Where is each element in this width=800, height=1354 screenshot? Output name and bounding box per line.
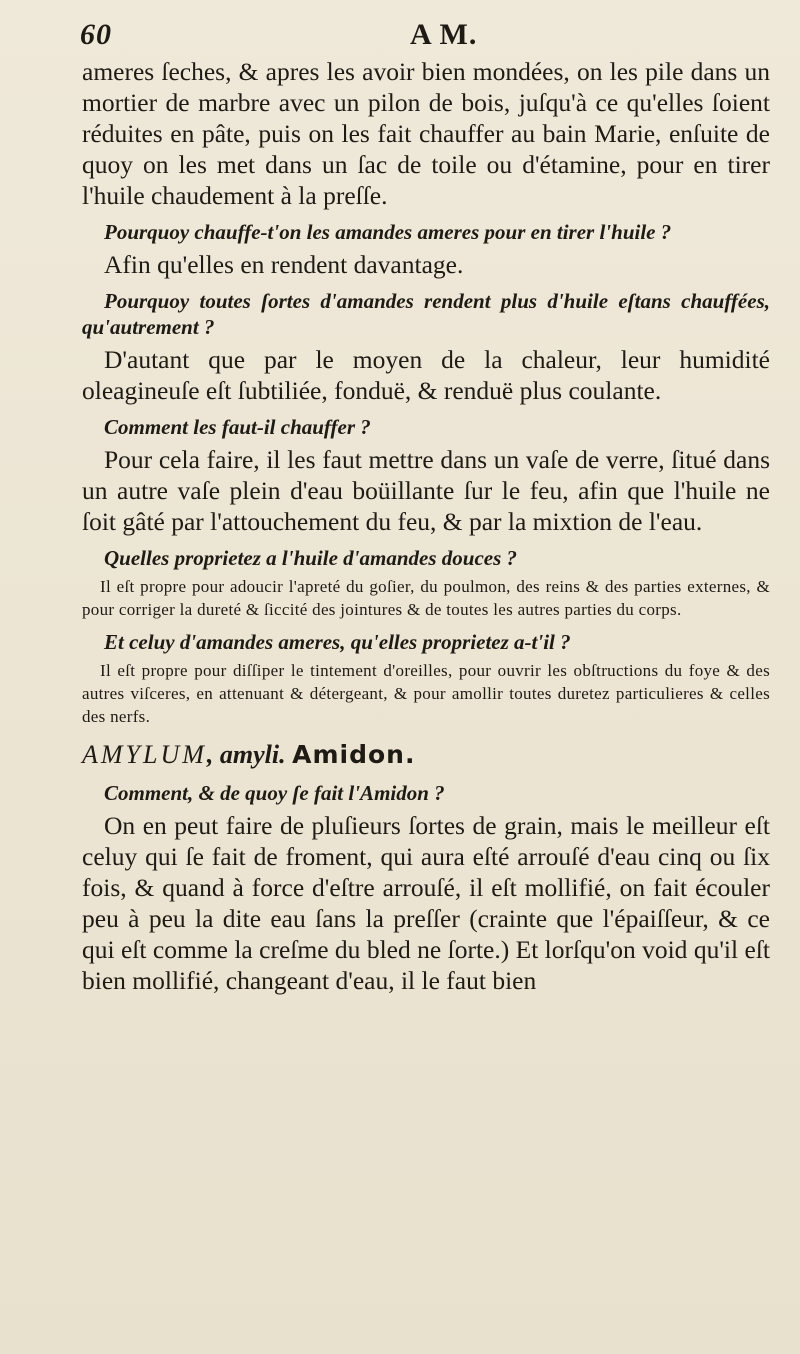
page-number: 60 (80, 18, 112, 51)
answer-how-heat: Pour cela faire, il les faut mettre dans un vaſe de verre, ſitué dans un autre vaſe plein d'eau boüillante ſur le feu, afin que l'huile ne ſoit gâté par l'attouchement du feu, & par la mixtion de l'eau. (82, 445, 770, 536)
answer-heating: Afin qu'elles en rendent davantage. (104, 250, 464, 279)
question-heating: Pourquoy chauffe-t'on les amandes ameres pour en tirer l'huile ? (104, 220, 672, 244)
question-sweet-almond-properties: Quelles proprietez a l'huile d'amandes douces ? (104, 546, 518, 570)
entry-latin-caps: AMYLUM (82, 740, 207, 769)
question-how-heat: Comment les faut-il chauffer ? (104, 415, 371, 439)
question-bitter-almond-properties: Et celuy d'amandes ameres, qu'elles proprietez a-t'il ? (104, 630, 571, 654)
question-more-oil: Pourquoy toutes ſortes d'amandes rendent plus d'huile eſtans chauffées, qu'autrement ? (82, 289, 770, 339)
entry-heading-amylum (82, 738, 770, 772)
question-amidon: Comment, & de quoy ſe fait l'Amidon ? (104, 781, 445, 805)
running-head (82, 18, 770, 56)
entry-french-name: Amidon. (292, 740, 416, 769)
answer-amidon: On en peut faire de pluſieurs ſortes de grain, mais le meilleur eſt celuy qui ſe fait de froment, qui aura eſté arrouſé d'eau cinq ou ſix fois, & quand à force d'eſtre arrouſé, il eſt mollifié, on fait écouler peu à peu la dite eau ſans la preſſer (crainte que l'épaiſſeur, & ce qui eſt comme la creſme du bled ne ſorte.) Et lorſqu'on void qu'il eſt bien mollifié, changeant d'eau, il le faut bien (82, 811, 770, 995)
answer-sweet-almond-properties: Il eſt propre pour adoucir l'apreté du goſier, du poulmon, des reins & des parties externes, & pour corriger la dureté & ſiccité des jointures & de toutes les autres parties du corps. (82, 577, 770, 619)
answer-bitter-almond-properties: Il eſt propre pour diſſiper le tintement d'oreilles, pour ouvrir les obſtructions du foye & des autres viſceres, en attenuant & détergeant, & pour amollir toutes duretez particulieres & celles des nerfs. (82, 661, 770, 726)
entry-latin-genitive: , amyli. (206, 740, 286, 769)
page-text (82, 56, 770, 996)
answer-more-oil: D'autant que par le moyen de la chaleur, leur humidité oleagineuſe eſt ſubtiliée, fonduë, & renduë plus coulante. (82, 345, 770, 405)
paragraph-continuation: ameres ſeches, & apres les avoir bien mondées, on les pile dans un mortier de marbre avec un pilon de bois, juſqu'à ce qu'elles ſoient réduites en pâte, puis on les fait chauffer au bain Marie, enſuite de quoy on les met dans un ſac de toile ou d'étamine, pour en tirer l'huile chaudement à la preſſe. (82, 57, 770, 210)
running-title: A M. (410, 18, 478, 51)
